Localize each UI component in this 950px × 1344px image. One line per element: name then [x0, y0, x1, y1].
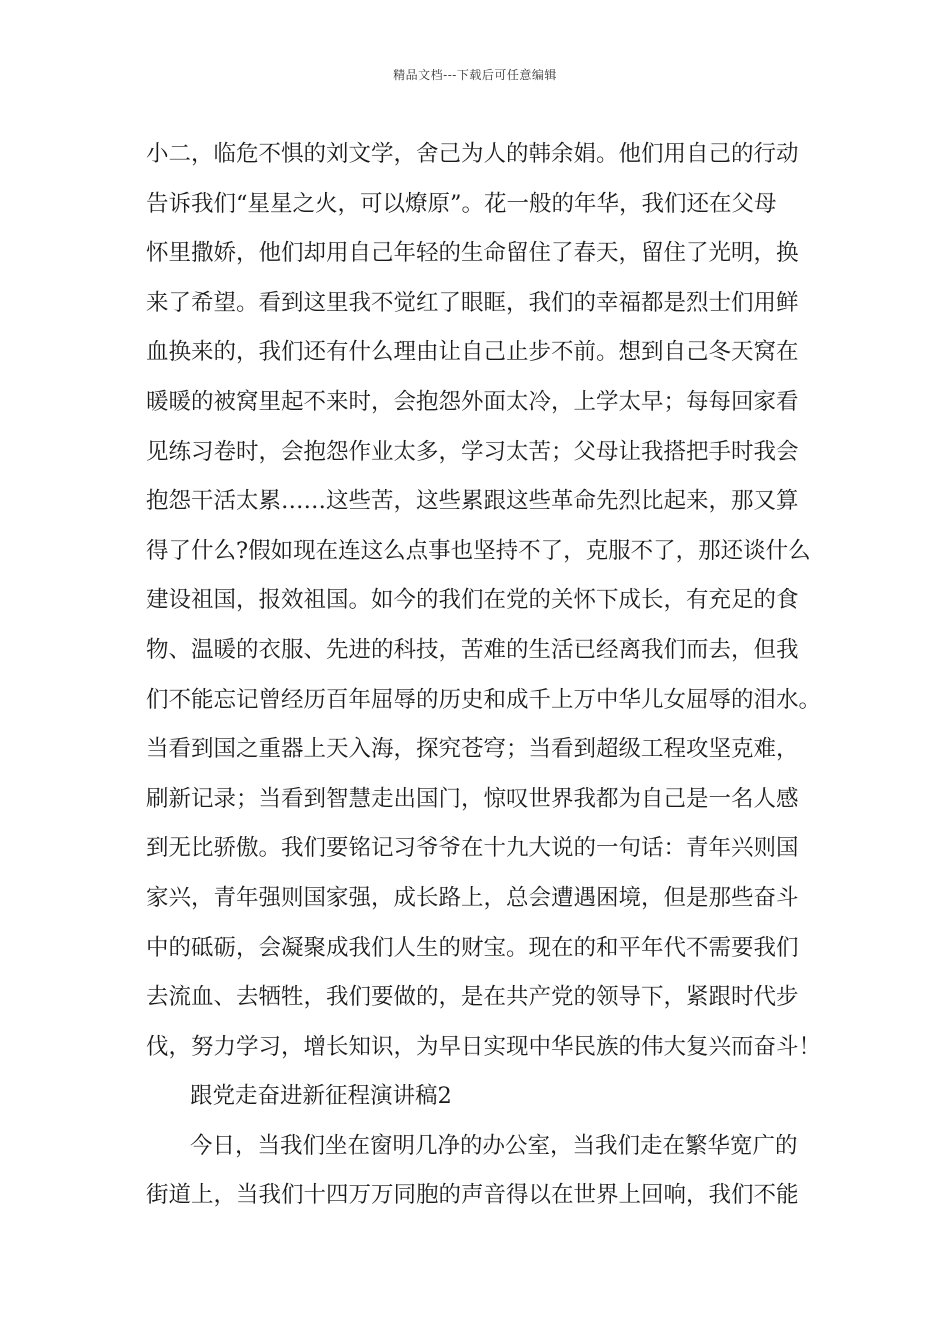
paragraph-line: 去流血、去牺牲，我们要做的，是在共产党的领导下，紧跟时代步 — [146, 984, 799, 1011]
paragraph-line: 怀里撒娇，他们却用自己年轻的生命留住了春天，留住了光明，换 — [146, 240, 799, 267]
paragraph-line: 家兴，青年强则国家强，成长路上，总会遭遇困境，但是那些奋斗 — [146, 884, 799, 911]
page-header: 精品文档---下载后可任意编辑 — [393, 68, 557, 82]
paragraph-line: 暖暖的被窝里起不来时，会抱怨外面太冷，上学太早；每每回家看 — [146, 388, 799, 415]
paragraph-line: 刷新记录；当看到智慧走出国门，惊叹世界我都为自己是一名人感 — [146, 785, 799, 812]
paragraph-line: 街道上，当我们十四万万同胞的声音得以在世界上回响，我们不能 — [146, 1182, 799, 1209]
paragraph-line: 告诉我们“星星之火，可以燎原”。花一般的年华，我们还在父母 — [146, 190, 777, 217]
document-body — [146, 130, 836, 1221]
paragraph-line: 中的砥砺，会凝聚成我们人生的财宝。现在的和平年代不需要我们 — [146, 934, 799, 961]
paragraph-line: 抱怨干活太累……这些苦，这些累跟这些革命先烈比起来，那又算 — [146, 488, 799, 515]
paragraph-line: 到无比骄傲。我们要铭记习爷爷在十九大说的一句话：青年兴则国 — [146, 835, 799, 862]
paragraph-line: 来了希望。看到这里我不觉红了眼眶，我们的幸福都是烈士们用鲜 — [146, 289, 799, 316]
paragraph-line: 当看到国之重器上天入海，探究苍穹；当看到超级工程攻坚克难， — [146, 736, 799, 763]
paragraph-line: 们不能忘记曾经历百年屈辱的历史和成千上万中华儿女屈辱的泪水。 — [146, 686, 822, 713]
section-title: 跟党走奋进新征程演讲稿2 — [190, 1083, 452, 1110]
paragraph-line: 建设祖国，报效祖国。如今的我们在党的关怀下成长，有充足的食 — [146, 587, 799, 614]
paragraph-line: 小二，临危不惧的刘文学，舍己为人的韩余娟。他们用自己的行动 — [146, 141, 799, 167]
paragraph-line: 伐，努力学习，增长知识，为早日实现中华民族的伟大复兴而奋斗！ — [146, 1033, 822, 1060]
paragraph-line: 今日，当我们坐在窗明几净的办公室，当我们走在繁华宽广的 — [190, 1132, 798, 1159]
paragraph-line: 物、温暖的衣服、先进的科技，苦难的生活已经离我们而去，但我 — [146, 636, 799, 663]
paragraph-line: 得了什么?假如现在连这么点事也坚持不了，克服不了，那还谈什么 — [146, 537, 811, 564]
paragraph-line: 见练习卷时，会抱怨作业太多，学习太苦；父母让我搭把手时我会 — [146, 438, 799, 465]
paragraph-line: 血换来的，我们还有什么理由让自己止步不前。想到自己冬天窝在 — [146, 339, 799, 366]
